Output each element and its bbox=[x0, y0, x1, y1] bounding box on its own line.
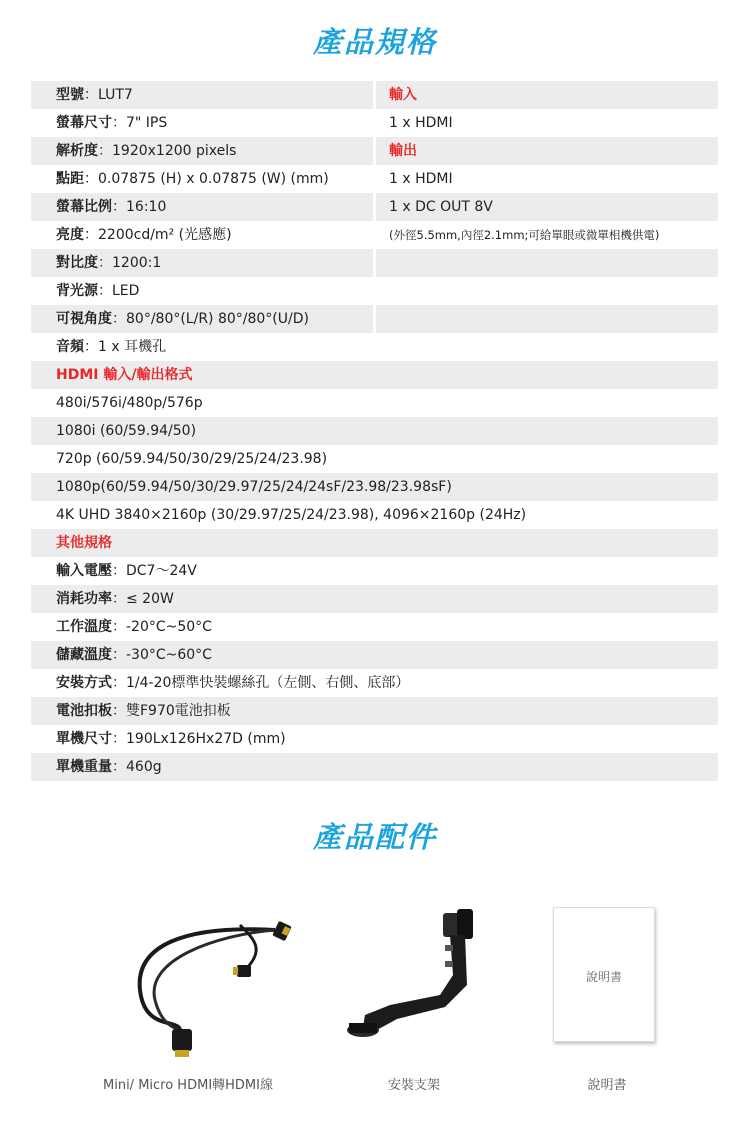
specs-title: 產品規格 bbox=[312, 25, 437, 59]
separator: ： bbox=[112, 647, 126, 663]
spec-value: 16:10 bbox=[126, 199, 167, 215]
table-row bbox=[31, 445, 718, 473]
spec-key: 背光源 bbox=[56, 283, 98, 299]
table-row bbox=[31, 725, 718, 753]
separator: ： bbox=[112, 675, 126, 691]
format-item: 720p (60/59.94/50/30/29/25/24/23.98) bbox=[56, 451, 328, 467]
spec-key: 點距 bbox=[56, 171, 84, 187]
separator: ： bbox=[112, 759, 126, 775]
separator: ： bbox=[112, 703, 126, 719]
spec-key: 單機重量 bbox=[56, 759, 112, 775]
spec-key: 輸入電壓 bbox=[56, 563, 112, 579]
input-header: 輸入 bbox=[389, 87, 417, 103]
spec-value: ≤ 20W bbox=[126, 591, 174, 607]
spec-value: -20°C~50°C bbox=[126, 619, 212, 635]
spec-key: 螢幕尺寸 bbox=[56, 115, 112, 131]
table-row bbox=[31, 221, 718, 249]
separator: ： bbox=[112, 115, 126, 131]
table-row bbox=[31, 585, 718, 613]
table-row bbox=[31, 109, 718, 137]
spec-key: 對比度 bbox=[56, 255, 98, 271]
table-row bbox=[31, 641, 718, 669]
spec-value: LED bbox=[112, 283, 140, 299]
separator: ： bbox=[112, 199, 126, 215]
accessories-title: 產品配件 bbox=[312, 820, 437, 854]
spec-value: 雙F970電池扣板 bbox=[126, 703, 231, 719]
spec-value: 2200cd/m² (光感應) bbox=[98, 227, 232, 243]
table-row bbox=[31, 165, 718, 193]
table-row bbox=[31, 697, 718, 725]
separator: ： bbox=[112, 591, 126, 607]
table-row bbox=[31, 753, 718, 781]
output-header: 輸出 bbox=[389, 143, 417, 159]
separator: ： bbox=[84, 171, 98, 187]
spec-value: 80°/80°(L/R) 80°/80°(U/D) bbox=[126, 311, 309, 327]
spec-key: 解析度 bbox=[56, 143, 98, 159]
separator: ： bbox=[98, 255, 112, 271]
spec-value: 1920x1200 pixels bbox=[112, 143, 237, 159]
spec-value: 1 x 耳機孔 bbox=[98, 339, 167, 355]
format-item: 4K UHD 3840×2160p (30/29.97/25/24/23.98), 4096×2160p (24Hz) bbox=[56, 507, 527, 523]
spec-key: 型號 bbox=[56, 87, 84, 103]
table-row bbox=[31, 417, 718, 445]
table-row bbox=[31, 193, 718, 221]
mounting-bracket-icon bbox=[335, 905, 495, 1045]
spec-key: 電池扣板 bbox=[56, 703, 112, 719]
spec-key: 亮度 bbox=[56, 227, 84, 243]
spec-value: DC7～24V bbox=[126, 563, 197, 579]
accessory-label-manual: 說明書 bbox=[587, 1078, 627, 1093]
separator: ： bbox=[98, 143, 112, 159]
separator: ： bbox=[112, 731, 126, 747]
spec-table bbox=[31, 81, 718, 781]
spec-key: 可視角度 bbox=[56, 311, 112, 327]
spec-key: 螢幕比例 bbox=[56, 199, 112, 215]
spec-value: 460g bbox=[126, 759, 162, 775]
other-specs-header: 其他規格 bbox=[56, 535, 112, 551]
table-row bbox=[31, 305, 718, 333]
hdmi-cable-icon bbox=[125, 905, 305, 1065]
spec-key: 音頻 bbox=[56, 339, 84, 355]
spec-value: 1/4-20標準快裝螺絲孔（左側、右側、底部） bbox=[126, 675, 410, 691]
separator: ： bbox=[112, 311, 126, 327]
spec-value: LUT7 bbox=[98, 87, 133, 103]
manual-icon bbox=[553, 907, 655, 1042]
format-item: 1080p(60/59.94/50/30/29.97/25/24/24sF/23.98/23.98sF) bbox=[31, 473, 718, 501]
format-item: 1080i (60/59.94/50) bbox=[31, 417, 718, 445]
spec-key: 工作溫度 bbox=[56, 619, 112, 635]
hdmi-format-header: HDMI 輸入/輸出格式 bbox=[56, 367, 193, 383]
table-row bbox=[31, 249, 718, 277]
manual-cover-text: 說明書 bbox=[585, 970, 622, 984]
spec-value: 7" IPS bbox=[126, 115, 168, 131]
table-row bbox=[31, 333, 718, 361]
separator: ： bbox=[98, 283, 112, 299]
output-value: 1 x DC OUT 8V bbox=[389, 199, 493, 215]
spec-value: -30°C~60°C bbox=[126, 647, 212, 663]
spec-value: 1200:1 bbox=[112, 255, 162, 271]
table-row bbox=[31, 557, 718, 585]
accessory-label-bracket: 安裝支架 bbox=[387, 1078, 440, 1093]
table-row bbox=[31, 81, 718, 109]
table-row bbox=[31, 529, 718, 557]
spec-value: 0.07875 (H) x 0.07875 (W) (mm) bbox=[98, 171, 329, 187]
table-row bbox=[31, 277, 718, 305]
input-value: 1 x HDMI bbox=[389, 115, 453, 131]
table-row bbox=[31, 669, 718, 697]
table-row bbox=[31, 137, 718, 165]
table-row bbox=[31, 613, 718, 641]
table-row bbox=[31, 473, 718, 501]
spec-key: 單機尺寸 bbox=[56, 731, 112, 747]
accessory-label-cable: Mini/ Micro HDMI轉HDMI線 bbox=[103, 1078, 273, 1093]
output-note: (外徑5.5mm,內徑2.1mm;可給單眼或微單相機供電) bbox=[389, 228, 660, 242]
spec-key: 消耗功率 bbox=[56, 591, 112, 607]
output-value: 1 x HDMI bbox=[389, 171, 453, 187]
separator: ： bbox=[84, 227, 98, 243]
spec-key: 儲藏溫度 bbox=[56, 647, 112, 663]
spec-value: 190Lx126Hx27D (mm) bbox=[126, 731, 286, 747]
separator: ： bbox=[112, 619, 126, 635]
separator: ： bbox=[84, 339, 98, 355]
spec-key: 安裝方式 bbox=[56, 675, 112, 691]
table-row bbox=[31, 361, 718, 389]
separator: ： bbox=[84, 87, 98, 103]
format-item: 480i/576i/480p/576p bbox=[56, 395, 203, 411]
table-row bbox=[31, 389, 718, 417]
separator: ： bbox=[112, 563, 126, 579]
table-row bbox=[31, 501, 718, 529]
